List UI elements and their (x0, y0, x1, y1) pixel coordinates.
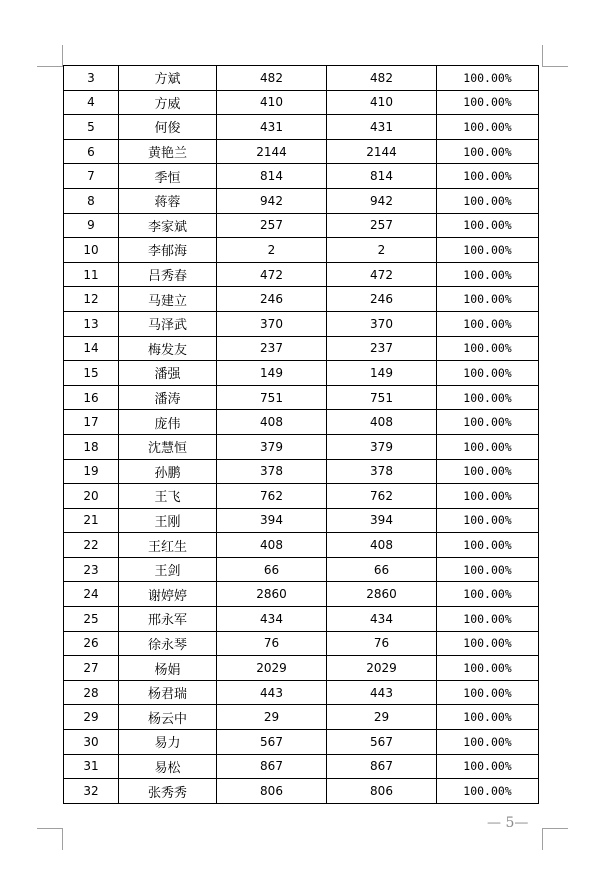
table-row (64, 336, 539, 361)
row-value-2-cell: 410 (327, 90, 437, 115)
row-value-1-cell: 408 (217, 410, 327, 435)
row-percent-cell: 100.00% (437, 336, 539, 361)
row-value-1-cell: 2029 (217, 656, 327, 681)
row-percent-cell: 100.00% (437, 410, 539, 435)
row-index-cell: 22 (64, 533, 119, 558)
row-index-cell: 10 (64, 238, 119, 263)
row-percent-cell: 100.00% (437, 90, 539, 115)
row-value-2-cell: 378 (327, 459, 437, 484)
row-index-cell: 28 (64, 680, 119, 705)
row-name-cell: 王飞 (119, 484, 217, 509)
row-value-1-cell: 2144 (217, 139, 327, 164)
row-value-2-cell: 66 (327, 557, 437, 582)
row-value-1-cell: 76 (217, 631, 327, 656)
row-index-cell: 30 (64, 730, 119, 755)
row-percent-cell: 100.00% (437, 508, 539, 533)
row-value-2-cell: 149 (327, 361, 437, 386)
row-index-cell: 29 (64, 705, 119, 730)
row-percent-cell: 100.00% (437, 656, 539, 681)
table-row (64, 533, 539, 558)
row-percent-cell: 100.00% (437, 434, 539, 459)
row-percent-cell: 100.00% (437, 213, 539, 238)
table-row (64, 434, 539, 459)
table-row (64, 164, 539, 189)
table-row (64, 410, 539, 435)
table-row (64, 213, 539, 238)
row-index-cell: 14 (64, 336, 119, 361)
data-table (63, 65, 539, 804)
row-name-cell: 梅发友 (119, 336, 217, 361)
row-percent-cell: 100.00% (437, 385, 539, 410)
table-row (64, 311, 539, 336)
table-row (64, 680, 539, 705)
row-name-cell: 何俊 (119, 115, 217, 140)
row-percent-cell: 100.00% (437, 779, 539, 804)
row-index-cell: 23 (64, 557, 119, 582)
row-value-2-cell: 394 (327, 508, 437, 533)
table-row (64, 66, 539, 91)
row-value-1-cell: 443 (217, 680, 327, 705)
row-index-cell: 15 (64, 361, 119, 386)
row-index-cell: 24 (64, 582, 119, 607)
table-row (64, 287, 539, 312)
row-index-cell: 9 (64, 213, 119, 238)
table-row (64, 705, 539, 730)
row-index-cell: 19 (64, 459, 119, 484)
row-value-2-cell: 2860 (327, 582, 437, 607)
row-index-cell: 6 (64, 139, 119, 164)
row-value-1-cell: 751 (217, 385, 327, 410)
row-name-cell: 杨云中 (119, 705, 217, 730)
row-percent-cell: 100.00% (437, 238, 539, 263)
table-row (64, 779, 539, 804)
row-name-cell: 庞伟 (119, 410, 217, 435)
row-name-cell: 蒋蓉 (119, 188, 217, 213)
row-value-1-cell: 370 (217, 311, 327, 336)
table-row (64, 139, 539, 164)
row-index-cell: 26 (64, 631, 119, 656)
row-value-1-cell: 867 (217, 754, 327, 779)
row-percent-cell: 100.00% (437, 164, 539, 189)
row-value-1-cell: 434 (217, 607, 327, 632)
row-name-cell: 易力 (119, 730, 217, 755)
row-percent-cell: 100.00% (437, 287, 539, 312)
row-value-2-cell: 2029 (327, 656, 437, 681)
row-percent-cell: 100.00% (437, 188, 539, 213)
row-index-cell: 27 (64, 656, 119, 681)
row-value-2-cell: 246 (327, 287, 437, 312)
row-name-cell: 邢永军 (119, 607, 217, 632)
table-row (64, 631, 539, 656)
row-name-cell: 方斌 (119, 66, 217, 91)
row-index-cell: 4 (64, 90, 119, 115)
table-row (64, 385, 539, 410)
row-name-cell: 马泽武 (119, 311, 217, 336)
row-index-cell: 5 (64, 115, 119, 140)
row-value-1-cell: 408 (217, 533, 327, 558)
table-row (64, 90, 539, 115)
table-row (64, 238, 539, 263)
row-percent-cell: 100.00% (437, 557, 539, 582)
row-value-1-cell: 378 (217, 459, 327, 484)
row-name-cell: 孙鹏 (119, 459, 217, 484)
row-name-cell: 谢婷婷 (119, 582, 217, 607)
row-index-cell: 12 (64, 287, 119, 312)
table-row (64, 262, 539, 287)
row-percent-cell: 100.00% (437, 631, 539, 656)
row-value-1-cell: 246 (217, 287, 327, 312)
row-index-cell: 21 (64, 508, 119, 533)
row-value-1-cell: 762 (217, 484, 327, 509)
row-value-1-cell: 29 (217, 705, 327, 730)
row-name-cell: 马建立 (119, 287, 217, 312)
table-row (64, 656, 539, 681)
row-name-cell: 易松 (119, 754, 217, 779)
row-percent-cell: 100.00% (437, 139, 539, 164)
row-value-1-cell: 814 (217, 164, 327, 189)
row-index-cell: 11 (64, 262, 119, 287)
row-value-2-cell: 567 (327, 730, 437, 755)
row-percent-cell: 100.00% (437, 484, 539, 509)
row-percent-cell: 100.00% (437, 705, 539, 730)
row-value-2-cell: 2144 (327, 139, 437, 164)
row-value-1-cell: 394 (217, 508, 327, 533)
row-index-cell: 13 (64, 311, 119, 336)
row-index-cell: 7 (64, 164, 119, 189)
row-name-cell: 徐永琴 (119, 631, 217, 656)
row-index-cell: 20 (64, 484, 119, 509)
row-value-1-cell: 2860 (217, 582, 327, 607)
row-name-cell: 王刚 (119, 508, 217, 533)
row-value-2-cell: 408 (327, 410, 437, 435)
row-percent-cell: 100.00% (437, 361, 539, 386)
row-value-2-cell: 379 (327, 434, 437, 459)
table-row (64, 754, 539, 779)
row-value-2-cell: 942 (327, 188, 437, 213)
row-percent-cell: 100.00% (437, 754, 539, 779)
row-name-cell: 王剑 (119, 557, 217, 582)
row-name-cell: 杨娟 (119, 656, 217, 681)
row-name-cell: 杨君瑞 (119, 680, 217, 705)
row-name-cell: 方威 (119, 90, 217, 115)
row-value-2-cell: 257 (327, 213, 437, 238)
row-percent-cell: 100.00% (437, 115, 539, 140)
row-index-cell: 32 (64, 779, 119, 804)
row-value-2-cell: 806 (327, 779, 437, 804)
row-name-cell: 吕秀春 (119, 262, 217, 287)
row-name-cell: 李郁海 (119, 238, 217, 263)
row-value-2-cell: 762 (327, 484, 437, 509)
row-value-1-cell: 379 (217, 434, 327, 459)
row-percent-cell: 100.00% (437, 680, 539, 705)
row-value-1-cell: 237 (217, 336, 327, 361)
row-value-1-cell: 482 (217, 66, 327, 91)
table-row (64, 459, 539, 484)
row-percent-cell: 100.00% (437, 66, 539, 91)
row-value-2-cell: 408 (327, 533, 437, 558)
row-value-1-cell: 257 (217, 213, 327, 238)
row-value-2-cell: 370 (327, 311, 437, 336)
row-value-1-cell: 806 (217, 779, 327, 804)
table-row (64, 508, 539, 533)
row-value-2-cell: 814 (327, 164, 437, 189)
row-percent-cell: 100.00% (437, 311, 539, 336)
row-name-cell: 潘涛 (119, 385, 217, 410)
table-row (64, 115, 539, 140)
row-value-2-cell: 29 (327, 705, 437, 730)
row-value-1-cell: 2 (217, 238, 327, 263)
row-index-cell: 8 (64, 188, 119, 213)
row-percent-cell: 100.00% (437, 582, 539, 607)
row-percent-cell: 100.00% (437, 730, 539, 755)
row-name-cell: 沈慧恒 (119, 434, 217, 459)
page-number: — 5— (487, 815, 529, 831)
row-index-cell: 3 (64, 66, 119, 91)
row-name-cell: 张秀秀 (119, 779, 217, 804)
row-value-1-cell: 567 (217, 730, 327, 755)
table-body (64, 66, 539, 804)
row-value-2-cell: 482 (327, 66, 437, 91)
row-index-cell: 17 (64, 410, 119, 435)
row-percent-cell: 100.00% (437, 607, 539, 632)
row-name-cell: 李家斌 (119, 213, 217, 238)
row-value-1-cell: 66 (217, 557, 327, 582)
row-index-cell: 16 (64, 385, 119, 410)
table-row (64, 361, 539, 386)
row-value-2-cell: 443 (327, 680, 437, 705)
row-percent-cell: 100.00% (437, 459, 539, 484)
row-value-1-cell: 431 (217, 115, 327, 140)
row-value-2-cell: 431 (327, 115, 437, 140)
row-value-1-cell: 942 (217, 188, 327, 213)
row-index-cell: 25 (64, 607, 119, 632)
row-value-1-cell: 410 (217, 90, 327, 115)
row-value-2-cell: 434 (327, 607, 437, 632)
row-name-cell: 潘强 (119, 361, 217, 386)
row-index-cell: 18 (64, 434, 119, 459)
table-row (64, 188, 539, 213)
table-row (64, 484, 539, 509)
table-row (64, 582, 539, 607)
row-percent-cell: 100.00% (437, 262, 539, 287)
table-row (64, 730, 539, 755)
table-row (64, 607, 539, 632)
row-name-cell: 季恒 (119, 164, 217, 189)
row-name-cell: 王红生 (119, 533, 217, 558)
row-value-2-cell: 867 (327, 754, 437, 779)
row-index-cell: 31 (64, 754, 119, 779)
row-value-2-cell: 76 (327, 631, 437, 656)
row-value-2-cell: 237 (327, 336, 437, 361)
row-value-1-cell: 472 (217, 262, 327, 287)
row-name-cell: 黄艳兰 (119, 139, 217, 164)
row-value-2-cell: 2 (327, 238, 437, 263)
table-row (64, 557, 539, 582)
row-value-2-cell: 751 (327, 385, 437, 410)
row-percent-cell: 100.00% (437, 533, 539, 558)
row-value-2-cell: 472 (327, 262, 437, 287)
row-value-1-cell: 149 (217, 361, 327, 386)
